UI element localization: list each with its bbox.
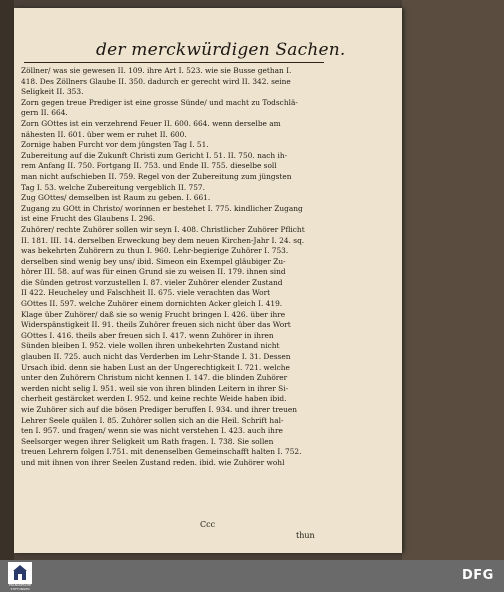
logo-icon: [8, 562, 32, 584]
text-line: man nicht aufschieben II. 759. Regel von der Zubereitung zum jüngsten: [21, 171, 292, 181]
text-line: glauben II. 725. auch nicht das Verderben im Lehr-Stande I. 31. Dessen: [21, 352, 291, 362]
text-line: werden nicht selig I. 951. weil sie von ihren blinden Leitern in ihrer Si-: [21, 383, 289, 393]
text-line: derselben sind wenig bey uns/ ibid. Simeon ein Exempel gläubiger Zu-: [21, 256, 286, 266]
text-line: II. 181. III. 14. derselben Erweckung bey dem neuen Kirchen-Jahr I. 24. sq.: [21, 235, 305, 245]
text-line: Tag I. 53. welche Zubereitung vergeblich II. 757.: [21, 182, 205, 192]
text-line: Seelsorger wegen ihrer Seligkeit um Rath fragen. I. 738. Sie sollen: [21, 436, 274, 446]
text-line: rem Anfang II. 750. Fortgang II. 753. und Ende II. 755. dieselbe soll: [21, 161, 277, 171]
text-line: unter den Zuhörern Christum nicht kennen I. 147. die blinden Zuhörer: [21, 373, 288, 383]
text-line: Zorn gegen treue Prediger ist eine grosse Sünde/ und macht zu Todschlä-: [21, 97, 298, 107]
text-line: die Sünden getrost vorzustellen I. 87. vieler Zuhörer elender Zustand: [21, 277, 283, 287]
page-header: der merckwürdigen Sachen.: [96, 40, 346, 60]
text-line: GOttes II. 597. welche Zuhörer einem dornichten Acker gleich I. 419.: [21, 299, 283, 309]
text-line: GOttes I. 416. theils aber freuen sich I. 417. wenn Zuhörer in ihren: [21, 330, 274, 340]
text-line: Zug GOttes/ demselben ist Raum zu geben. I. 661.: [21, 193, 211, 203]
text-line: 418. Des Zöllners Glaube II. 350. dadurch er gerecht wird II. 342. seine: [21, 76, 291, 86]
text-line: II 422. Heucheley und Falschheit II. 675. viele verachten das Wort: [21, 288, 271, 298]
text-line: Klage über Zuhörer/ daß sie so wenig Frucht bringen I. 426. über ihre: [21, 309, 286, 319]
index-text: [21, 66, 326, 469]
text-line: Zorn GOttes ist ein verzehrend Feuer II. 600. 664. wenn derselbe am: [21, 118, 281, 128]
crest-icon: [13, 565, 27, 581]
text-line: cherheit gestärcket werden I. 952. und keine rechte Weide haben ibid.: [21, 394, 287, 404]
logo-label: FRANCKESCHE STIFTUNGEN: [8, 583, 32, 591]
text-line: Zugang zu GOtt in Christo/ worinnen er bestehet I. 775. kindlicher Zugang: [21, 203, 303, 213]
dfg-logo[interactable]: DFG: [462, 568, 494, 583]
text-line: hörer III. 58. auf was für einen Grund sie zu weisen II. 179. ihnen sind: [21, 267, 286, 277]
viewer-footer: [0, 560, 504, 592]
text-line: gern II. 664.: [21, 108, 68, 118]
catchword: thun: [296, 531, 315, 540]
francke-logo[interactable]: [8, 562, 32, 590]
text-line: Seligkeit II. 353.: [21, 87, 84, 97]
text-line: ist eine Frucht des Glaubens I. 296.: [21, 214, 156, 224]
book-edge: [402, 0, 504, 560]
signature-mark: Ccc: [200, 520, 216, 529]
text-line: Widerspänstigkeit II. 91. theils Zuhörer freuen sich nicht über das Wort: [21, 320, 291, 330]
text-line: was bekehrten Zuhörern zu thun I. 960. Lehr-begierige Zuhörer I. 753.: [21, 246, 289, 256]
text-line: und mit ihnen von ihrer Seelen Zustand reden. ibid. wie Zuhörer wohl: [21, 457, 285, 467]
text-line: Zöllner/ was sie gewesen II. 109. ihre Art I. 523. wie sie Busse gethan I.: [21, 66, 292, 75]
text-line: Lehrer Seele quälen I. 85. Zuhörer sollen sich an die Heil. Schrift hal-: [21, 415, 284, 425]
text-line: Zornige haben Furcht vor dem jüngsten Tag I. 51.: [21, 140, 209, 150]
text-line: Ursach ibid. denn sie haben Lust an der Ungerechtigkeit I. 721. welche: [21, 362, 290, 372]
text-line: nähesten II. 601. über wem er ruhet II. 600.: [21, 129, 187, 139]
text-line: Zuhörer/ rechte Zuhörer sollen wir seyn I. 408. Christlicher Zuhörer Pflicht: [21, 224, 305, 234]
header-rule: [24, 62, 324, 63]
text-line: Sünden bleiben I. 952. viele wollen ihren unbekehrten Zustand nicht: [21, 341, 280, 351]
text-line: Zubereitung auf die Zukunft Christi zum Gericht I. 51. II. 750. nach ih-: [21, 150, 288, 160]
text-line: wie Zuhörer sich auf die bösen Prediger beruffen I. 934. und ihrer treuen: [21, 405, 298, 414]
binding-strip: [0, 0, 14, 560]
text-line: ten I. 957. und fragen/ wenn sie was nicht verstehen I. 423. auch ihre: [21, 426, 283, 436]
text-line: treuen Lehrern folgen I.751. mit denenselben Gemeinschafft halten I. 752.: [21, 447, 302, 457]
